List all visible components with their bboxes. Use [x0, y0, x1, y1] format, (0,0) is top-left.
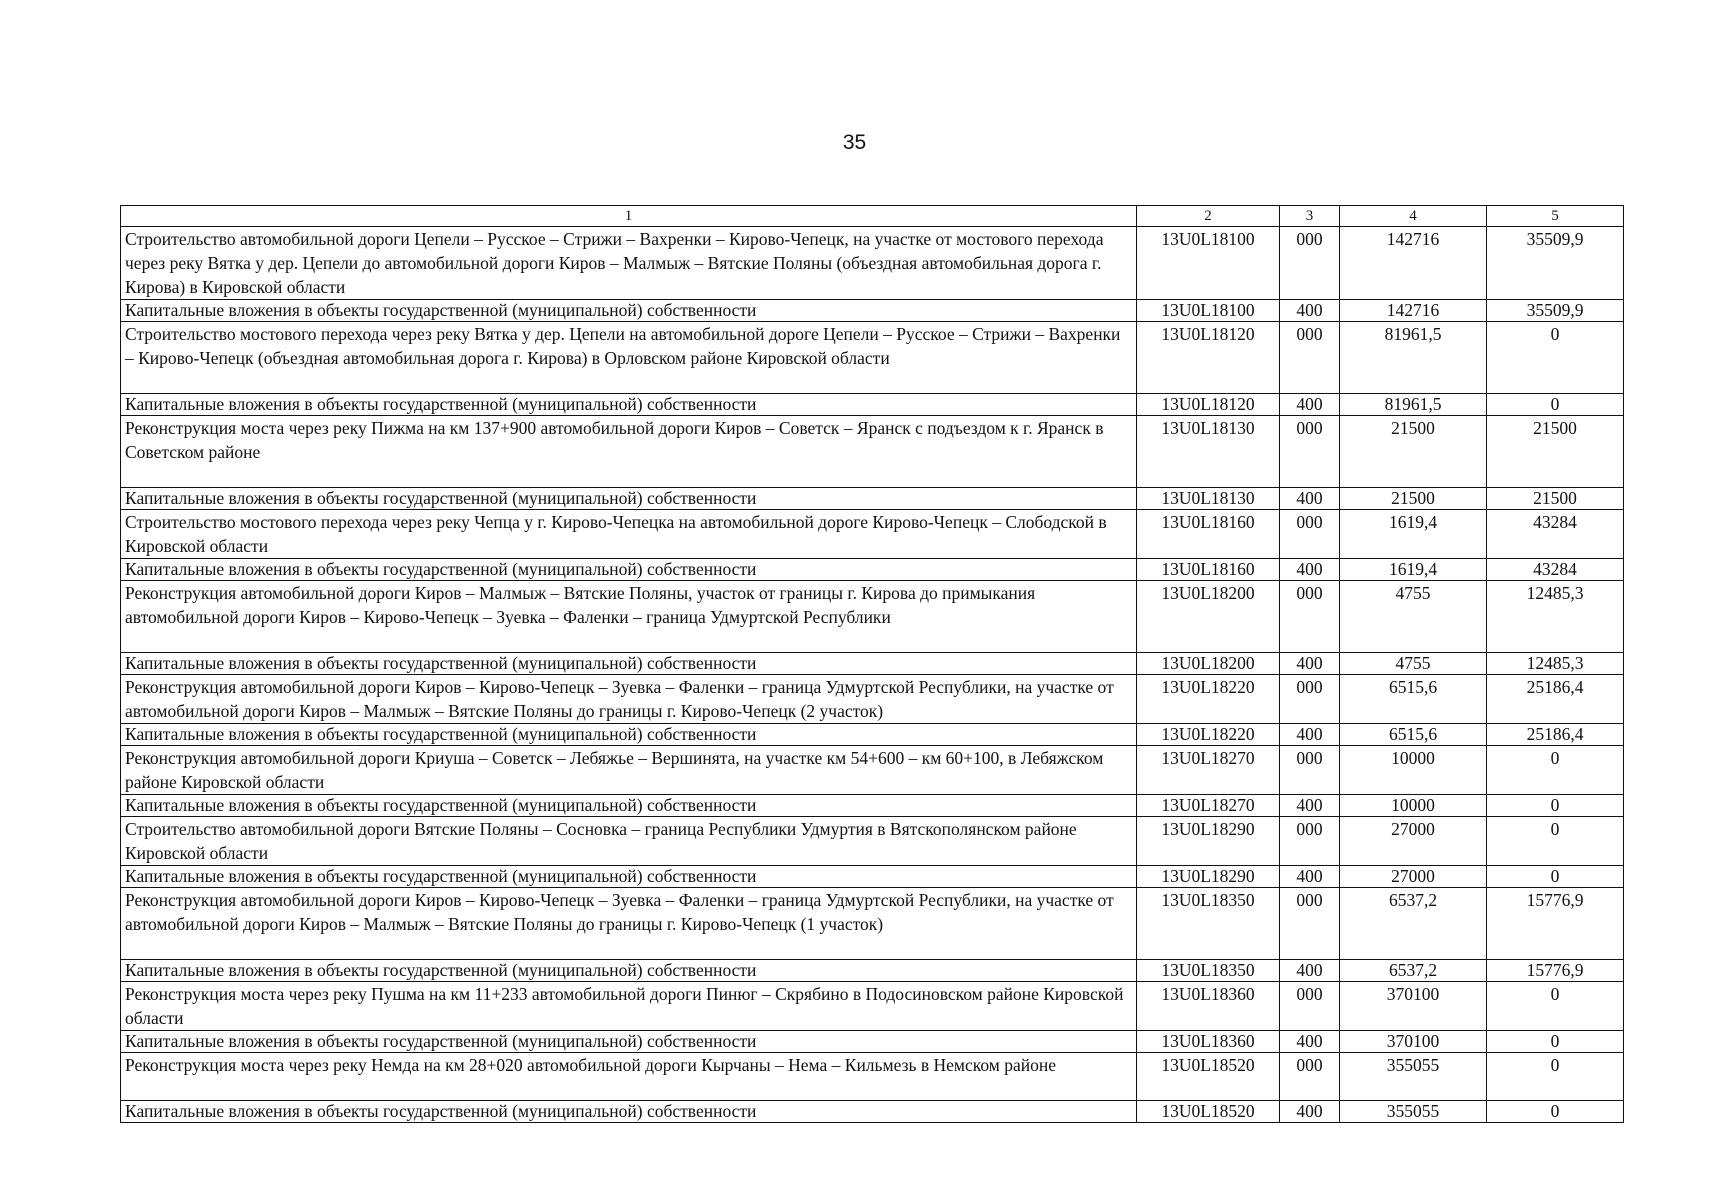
amount-col5-cell: 15776,9 [1487, 888, 1624, 960]
amount-col5-cell: 35509,9 [1487, 300, 1624, 322]
expense-type-cell: 000 [1280, 322, 1340, 394]
item-name-cell: Капитальные вложения в объекты государственной (муниципальной) собственности [121, 653, 1137, 675]
target-code-cell: 13U0L18120 [1137, 322, 1280, 394]
table-row [121, 866, 1624, 888]
table-row [121, 300, 1624, 322]
amount-col4-cell: 27000 [1340, 866, 1487, 888]
target-code-cell: 13U0L18360 [1137, 1031, 1280, 1053]
expense-type-cell: 000 [1280, 510, 1340, 559]
table-row [121, 488, 1624, 510]
item-name-cell: Капитальные вложения в объекты государственной (муниципальной) собственности [121, 795, 1137, 817]
target-code-cell: 13U0L18350 [1137, 960, 1280, 982]
expense-type-cell: 000 [1280, 817, 1340, 866]
table-row [121, 1101, 1624, 1123]
item-name-cell: Реконструкция моста через реку Пижма на км 137+900 автомобильной дороги Киров – Советск – Яранск с подъездом к г. Яранск в Советском районе [121, 416, 1137, 488]
table-row [121, 982, 1624, 1031]
amount-col5-cell: 0 [1487, 1053, 1624, 1101]
item-name-cell: Капитальные вложения в объекты государственной (муниципальной) собственности [121, 1031, 1137, 1053]
target-code-cell: 13U0L18200 [1137, 653, 1280, 675]
expense-type-cell: 400 [1280, 653, 1340, 675]
table-row [121, 746, 1624, 795]
expense-type-cell: 000 [1280, 888, 1340, 960]
item-name-cell: Капитальные вложения в объекты государственной (муниципальной) собственности [121, 394, 1137, 416]
header-cell-4: 4 [1340, 206, 1487, 227]
item-name-cell: Капитальные вложения в объекты государственной (муниципальной) собственности [121, 960, 1137, 982]
target-code-cell: 13U0L18360 [1137, 982, 1280, 1031]
item-name-cell: Строительство автомобильной дороги Вятские Поляны – Сосновка – граница Республики Удмуртия в Вятскополянском районе Кировской области [121, 817, 1137, 866]
amount-col4-cell: 355055 [1340, 1053, 1487, 1101]
target-code-cell: 13U0L18270 [1137, 746, 1280, 795]
item-name-cell: Реконструкция автомобильной дороги Киров – Малмыж – Вятские Поляны, участок от границы г. Кирова до примыкания автомобильной дороги Киров – Кирово-Чепецк – Зуевка – Фаленки – граница Удмуртской Республики [121, 581, 1137, 653]
amount-col4-cell: 4755 [1340, 581, 1487, 653]
target-code-cell: 13U0L18100 [1137, 300, 1280, 322]
amount-col5-cell: 0 [1487, 1031, 1624, 1053]
amount-col5-cell: 0 [1487, 746, 1624, 795]
target-code-cell: 13U0L18520 [1137, 1053, 1280, 1101]
expense-type-cell: 400 [1280, 724, 1340, 746]
target-code-cell: 13U0L18130 [1137, 416, 1280, 488]
amount-col5-cell: 0 [1487, 866, 1624, 888]
amount-col4-cell: 81961,5 [1340, 394, 1487, 416]
table-row [121, 795, 1624, 817]
amount-col5-cell: 35509,9 [1487, 227, 1624, 300]
target-code-cell: 13U0L18100 [1137, 227, 1280, 300]
amount-col5-cell: 43284 [1487, 559, 1624, 581]
expense-type-cell: 400 [1280, 300, 1340, 322]
target-code-cell: 13U0L18160 [1137, 559, 1280, 581]
amount-col5-cell: 0 [1487, 394, 1624, 416]
expense-type-cell: 400 [1280, 960, 1340, 982]
item-name-cell: Реконструкция моста через реку Пушма на км 11+233 автомобильной дороги Пинюг – Скрябино в Подосиновском районе Кировской области [121, 982, 1137, 1031]
expense-type-cell: 400 [1280, 559, 1340, 581]
header-cell-3: 3 [1280, 206, 1340, 227]
header-cell-1: 1 [121, 206, 1137, 227]
target-code-cell: 13U0L18120 [1137, 394, 1280, 416]
table-row [121, 322, 1624, 394]
header-cell-5: 5 [1487, 206, 1624, 227]
item-name-cell: Капитальные вложения в объекты государственной (муниципальной) собственности [121, 866, 1137, 888]
table-row [121, 416, 1624, 488]
page-number: 35 [842, 131, 867, 154]
target-code-cell: 13U0L18130 [1137, 488, 1280, 510]
table-row [121, 888, 1624, 960]
target-code-cell: 13U0L18350 [1137, 888, 1280, 960]
amount-col4-cell: 370100 [1340, 982, 1487, 1031]
item-name-cell: Реконструкция моста через реку Немда на км 28+020 автомобильной дороги Кырчаны – Нема – Кильмезь в Немском районе [121, 1053, 1137, 1101]
table-row [121, 1031, 1624, 1053]
table-row [121, 960, 1624, 982]
amount-col5-cell: 21500 [1487, 488, 1624, 510]
item-name-cell: Капитальные вложения в объекты государственной (муниципальной) собственности [121, 559, 1137, 581]
target-code-cell: 13U0L18200 [1137, 581, 1280, 653]
item-name-cell: Реконструкция автомобильной дороги Киров – Кирово-Чепецк – Зуевка – Фаленки – граница Удмуртской Республики, на участке от автомобильной дороги Киров – Малмыж – Вятские Поляны до границы г. Кирово-Чепецк (2 участок) [121, 675, 1137, 724]
expense-type-cell: 400 [1280, 1101, 1340, 1123]
amount-col4-cell: 142716 [1340, 300, 1487, 322]
amount-col4-cell: 6515,6 [1340, 724, 1487, 746]
item-name-cell: Строительство мостового перехода через реку Вятка у дер. Цепели на автомобильной дороге Цепели – Русское – Стрижи – Вахренки – Кирово-Чепецк (объездная автомобильная дорога г. Кирова) в Орловском районе Кировской области [121, 322, 1137, 394]
table-row [121, 675, 1624, 724]
table-row [121, 559, 1624, 581]
item-name-cell: Строительство мостового перехода через реку Чепца у г. Кирово-Чепецка на автомобильной дороге Кирово-Чепецк – Слободской в Кировской области [121, 510, 1137, 559]
item-name-cell: Капитальные вложения в объекты государственной (муниципальной) собственности [121, 300, 1137, 322]
expense-type-cell: 000 [1280, 581, 1340, 653]
amount-col5-cell: 12485,3 [1487, 653, 1624, 675]
table-header-row [121, 206, 1624, 227]
amount-col5-cell: 0 [1487, 795, 1624, 817]
expense-type-cell: 000 [1280, 982, 1340, 1031]
amount-col4-cell: 6515,6 [1340, 675, 1487, 724]
amount-col5-cell: 21500 [1487, 416, 1624, 488]
item-name-cell: Строительство автомобильной дороги Цепели – Русское – Стрижи – Вахренки – Кирово-Чепецк, на участке от мостового перехода через реку Вятка у дер. Цепели до автомобильной дороги Киров – Малмыж – Вятские Поляны (объездная автомобильная дорога г. Кирова) в Кировской области [121, 227, 1137, 300]
expense-type-cell: 400 [1280, 795, 1340, 817]
expense-type-cell: 000 [1280, 1053, 1340, 1101]
amount-col4-cell: 1619,4 [1340, 559, 1487, 581]
amount-col4-cell: 21500 [1340, 488, 1487, 510]
table-row [121, 581, 1624, 653]
amount-col5-cell: 12485,3 [1487, 581, 1624, 653]
amount-col5-cell: 25186,4 [1487, 675, 1624, 724]
expense-type-cell: 400 [1280, 866, 1340, 888]
target-code-cell: 13U0L18270 [1137, 795, 1280, 817]
item-name-cell: Реконструкция автомобильной дороги Криуша – Советск – Лебяжье – Вершинята, на участке км 54+600 – км 60+100, в Лебяжском районе Кировской области [121, 746, 1137, 795]
amount-col4-cell: 142716 [1340, 227, 1487, 300]
amount-col5-cell: 0 [1487, 1101, 1624, 1123]
amount-col4-cell: 21500 [1340, 416, 1487, 488]
table-row [121, 1053, 1624, 1101]
expense-type-cell: 000 [1280, 416, 1340, 488]
amount-col4-cell: 6537,2 [1340, 960, 1487, 982]
amount-col5-cell: 43284 [1487, 510, 1624, 559]
table-row [121, 394, 1624, 416]
amount-col5-cell: 25186,4 [1487, 724, 1624, 746]
amount-col5-cell: 0 [1487, 322, 1624, 394]
amount-col4-cell: 27000 [1340, 817, 1487, 866]
amount-col4-cell: 370100 [1340, 1031, 1487, 1053]
item-name-cell: Реконструкция автомобильной дороги Киров – Кирово-Чепецк – Зуевка – Фаленки – граница Удмуртской Республики, на участке от автомобильной дороги Киров – Малмыж – Вятские Поляны до границы г. Кирово-Чепецк (1 участок) [121, 888, 1137, 960]
amount-col4-cell: 10000 [1340, 795, 1487, 817]
amount-col4-cell: 81961,5 [1340, 322, 1487, 394]
target-code-cell: 13U0L18520 [1137, 1101, 1280, 1123]
expense-type-cell: 400 [1280, 394, 1340, 416]
table-row [121, 227, 1624, 300]
table-row [121, 510, 1624, 559]
header-cell-2: 2 [1137, 206, 1280, 227]
item-name-cell: Капитальные вложения в объекты государственной (муниципальной) собственности [121, 488, 1137, 510]
target-code-cell: 13U0L18290 [1137, 866, 1280, 888]
table-row [121, 724, 1624, 746]
amount-col4-cell: 355055 [1340, 1101, 1487, 1123]
target-code-cell: 13U0L18160 [1137, 510, 1280, 559]
amount-col4-cell: 4755 [1340, 653, 1487, 675]
item-name-cell: Капитальные вложения в объекты государственной (муниципальной) собственности [121, 1101, 1137, 1123]
table-row [121, 653, 1624, 675]
amount-col5-cell: 15776,9 [1487, 960, 1624, 982]
amount-col5-cell: 0 [1487, 982, 1624, 1031]
item-name-cell: Капитальные вложения в объекты государственной (муниципальной) собственности [121, 724, 1137, 746]
budget-table [120, 205, 1624, 1123]
amount-col5-cell: 0 [1487, 817, 1624, 866]
expense-type-cell: 000 [1280, 227, 1340, 300]
amount-col4-cell: 10000 [1340, 746, 1487, 795]
amount-col4-cell: 1619,4 [1340, 510, 1487, 559]
expense-type-cell: 000 [1280, 746, 1340, 795]
target-code-cell: 13U0L18290 [1137, 817, 1280, 866]
amount-col4-cell: 6537,2 [1340, 888, 1487, 960]
target-code-cell: 13U0L18220 [1137, 675, 1280, 724]
expense-type-cell: 000 [1280, 675, 1340, 724]
target-code-cell: 13U0L18220 [1137, 724, 1280, 746]
expense-type-cell: 400 [1280, 1031, 1340, 1053]
expense-type-cell: 400 [1280, 488, 1340, 510]
table-row [121, 817, 1624, 866]
